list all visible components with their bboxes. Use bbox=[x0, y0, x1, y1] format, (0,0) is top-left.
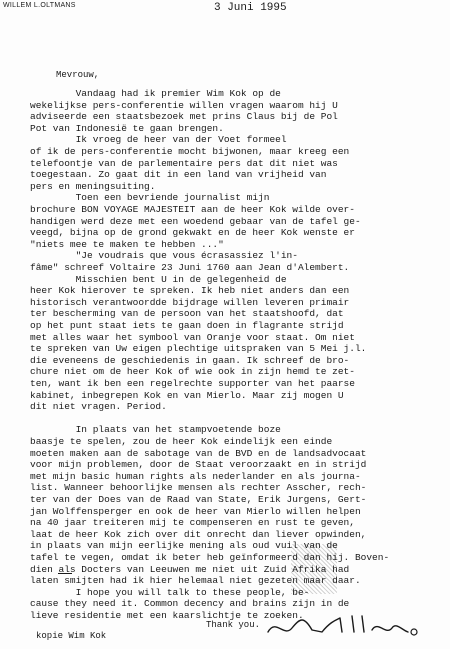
letter-line: telefoontje van de parlementaire pers dat dit niet was bbox=[30, 157, 338, 169]
letter-line: die eveneens de geschiedenis in gaan. Ik schreef de bro- bbox=[30, 354, 350, 366]
letter-line: In plaats van het stampvoetende boze bbox=[30, 424, 281, 436]
letter-line: baasje te spelen, zou de heer Kok eindelijk een einde bbox=[30, 436, 333, 447]
letter-line: Toen een bevriende journalist mijn bbox=[30, 192, 270, 204]
letter-line: Vandaag had ik premier Wim Kok op de bbox=[30, 88, 281, 99]
letter-line: toegestaan. Zo gaat dit in een land van vrijheid van bbox=[30, 169, 327, 181]
letter-line: te spreken van Uw eigen plechtige uitspraken van 5 Mei j.l. bbox=[30, 343, 367, 355]
letter-line: dit niet vragen. Period. bbox=[30, 401, 167, 413]
handwritten-signature bbox=[262, 608, 422, 644]
letter-line: brochure BON VOYAGE MAJESTEIT aan de heer Kok wilde over- bbox=[30, 204, 355, 215]
letter-line: in plaats van mijn eerlijke mening als oud vuil van de bbox=[30, 540, 338, 552]
copy-recipient: kopie Wim Kok bbox=[36, 631, 107, 641]
letter-line: cause they need it. Common decency and brains zijn in de bbox=[30, 598, 350, 610]
letter-line: of ik de pers-conferentie mocht bijwonen, maar kreeg een bbox=[30, 146, 350, 157]
letter-line: veegd, bijna op de grond gekwakt en de heer Kok wenste er bbox=[30, 227, 355, 239]
letter-line: adviseerde een staatsbezoek met prins Claus bij de Pol bbox=[30, 111, 338, 123]
letter-line: ten, want ik ben een regelrechte supporter van het paarse bbox=[30, 378, 355, 389]
letter-line: lieve residentie met een kaarslichtje te zoeken. bbox=[30, 610, 304, 621]
letter-line: historisch verantwoordde bijdrage willen leveren primair bbox=[30, 296, 350, 308]
letter-line: laten smijten had ik hier helemaal niet gezeten maar daar. bbox=[30, 575, 361, 587]
letter-line: na 40 jaar treiteren mij te compenseren en rust te geven, bbox=[30, 517, 355, 529]
letter-line: Misschien bent U in de gelegenheid de bbox=[30, 273, 287, 285]
salutation: Mevrouw, bbox=[56, 70, 100, 80]
letter-line: jan Wolffensperger en ook de heer van Mierlo willen helpen bbox=[30, 505, 361, 517]
letter-date: 3 Juni 1995 bbox=[214, 2, 287, 14]
letter-line: chure niet om de heer Kok of wie ook in zijn hemd te zet- bbox=[30, 366, 355, 378]
letter-line: op het punt staat iets te gaan doen in flagrante strijd bbox=[30, 320, 344, 331]
letter-line: laat de heer Kok zich over dit onrecht dan liever opwinden, bbox=[30, 528, 367, 540]
letter-line: moeten maken aan de sabotage van de BVD en de landsadvocaat bbox=[30, 447, 367, 459]
letter-line: ter van der Does van de Raad van State, Erik Jurgens, Gert- bbox=[30, 494, 367, 505]
letter-line: handigen werd deze met een woedend gebaar van de tafel ge- bbox=[30, 215, 361, 227]
letter-line: voor mijn problemen, door de Staat veroorzaakt en in strijd bbox=[30, 459, 367, 471]
letter-line: tafel te vegen, omdat ik beter heb geïnformeerd dan hij. Boven- bbox=[30, 552, 390, 563]
letter-line: fâme" schreef Voltaire 23 Juni 1760 aan Jean d'Alembert. bbox=[30, 262, 350, 273]
letter-line: ter bescherming van de persoon van het staatshoofd, dat bbox=[30, 308, 344, 320]
letter-line: kabinet, inbegrepen Kok en van Mierlo. Maar zij mogen U bbox=[30, 389, 344, 401]
letter-line: "niets mee te maken te hebben ..." bbox=[30, 238, 224, 250]
letter-line: Ik vroeg de heer van der Voet formeel bbox=[30, 134, 287, 146]
letter-line: wekelijkse pers-conferentie willen vragen waarom hij U bbox=[30, 99, 338, 111]
letter-line: Pot van Indonesië te gaan brengen. bbox=[30, 122, 224, 134]
closing-thanks: Thank you. bbox=[206, 620, 261, 630]
sender-name: WILLEM L.OLTMANS bbox=[3, 2, 76, 9]
letter-line: met alles waar het symbool van Oranje voor staat. Om niet bbox=[30, 331, 355, 343]
letter-line: heer Kok hierover te spreken. Ik heb niet anders dan een bbox=[30, 285, 350, 297]
letter-line: "Je voudrais que vous écrasassiez l'in- bbox=[30, 250, 298, 262]
letter-line: dien als Docters van Leeuwen me niet uit Zuid Afrika had bbox=[30, 563, 350, 575]
letter-line: I hope you will talk to these people, be- bbox=[30, 586, 310, 598]
letter-line: list. Wanneer behoorlijke mensen als rechter Asscher, rech- bbox=[30, 482, 367, 494]
letter-line: pers en meningsuiting. bbox=[30, 180, 156, 192]
letter-line: met mijn basic human rights als nederlander en als journa- bbox=[30, 470, 361, 482]
